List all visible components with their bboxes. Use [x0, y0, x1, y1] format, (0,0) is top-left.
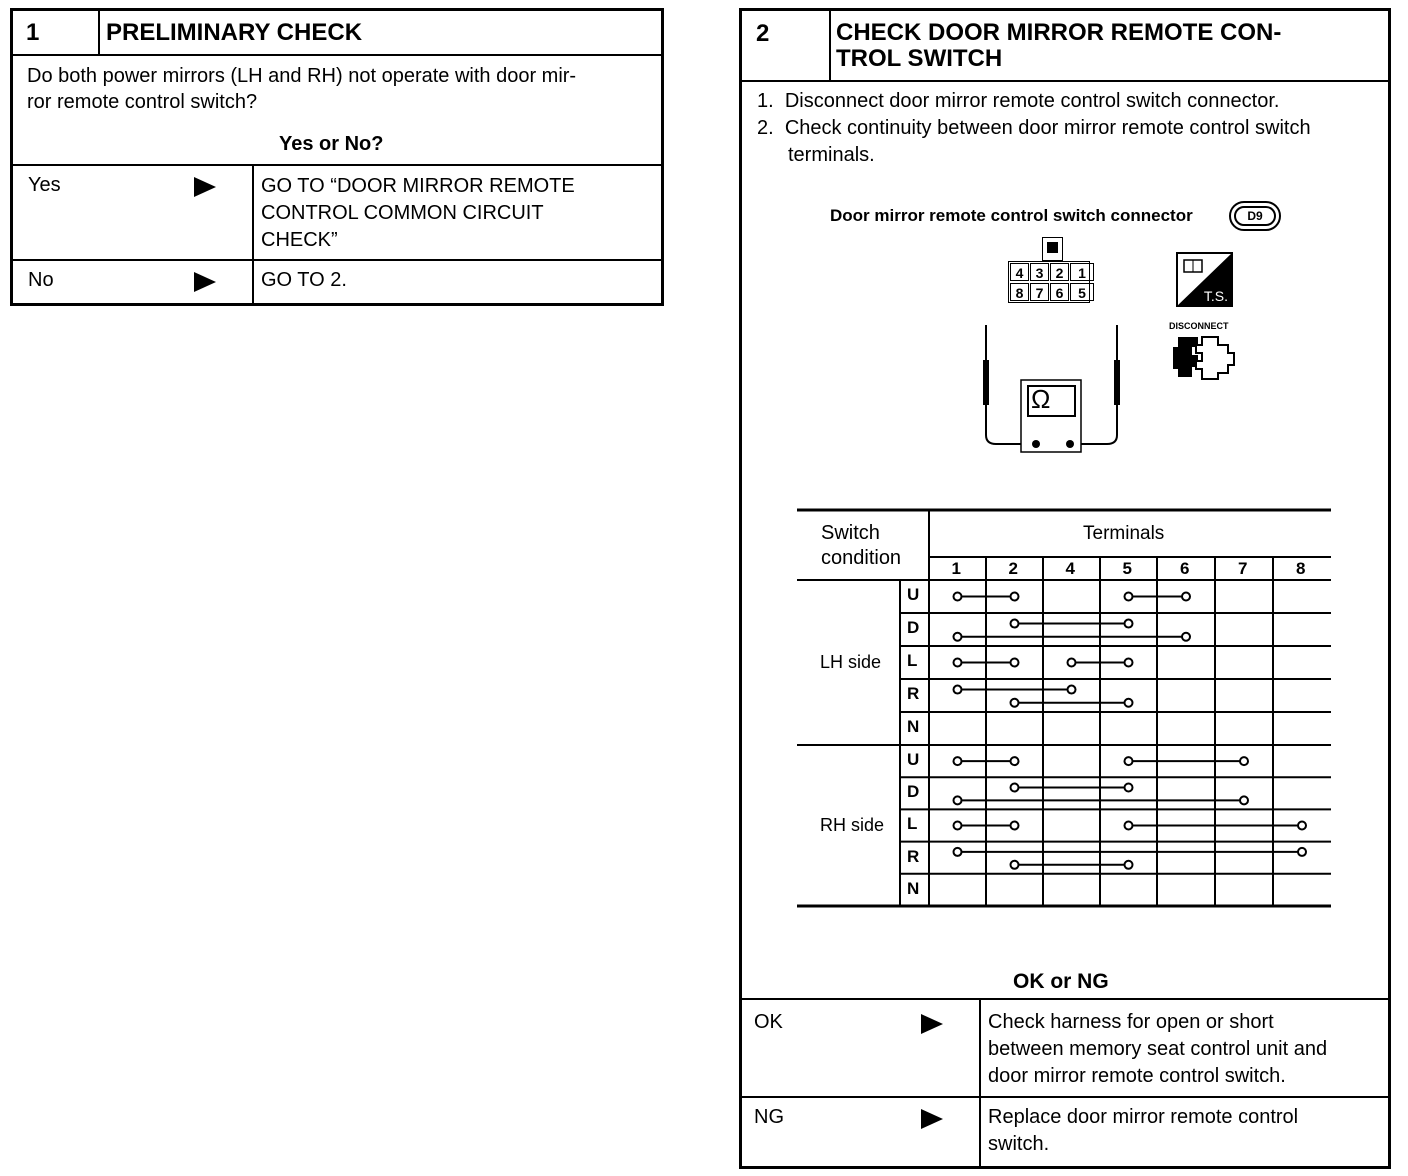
switch-position-label: D [907, 618, 920, 637]
switch-position-label: R [907, 846, 920, 866]
terminal-node [1125, 620, 1133, 628]
yes-no-prompt: Yes or No? [279, 133, 384, 155]
instruction-num: 2. [757, 117, 774, 139]
switch-position-label: L [907, 814, 918, 834]
terminal-node [1068, 686, 1076, 694]
answer-ng-action [988, 1104, 1298, 1158]
action-line: CHECK” [261, 229, 338, 251]
terminal-node [1011, 699, 1019, 707]
terminal-node [1011, 861, 1019, 869]
terminal-node [1011, 822, 1019, 830]
divider [739, 998, 1391, 1000]
terminal-node [1240, 757, 1248, 765]
connector-label: Door mirror remote control switch connector [830, 206, 1193, 225]
group-label: RH side [820, 814, 885, 835]
terminal-node [954, 796, 962, 804]
step-number: 2 [756, 20, 770, 47]
terminal-node [1298, 848, 1306, 856]
action-line: CONTROL COMMON CIRCUIT [261, 202, 544, 224]
answer-ok-label: OK [754, 1011, 783, 1033]
terminal-header: 1 [951, 559, 961, 578]
switch-position-label: N [907, 717, 920, 736]
terminal-node [1011, 593, 1019, 601]
pin-label: 2 [1050, 263, 1069, 281]
pin-label: 1 [1070, 263, 1094, 281]
action-line: Replace door mirror remote control [988, 1106, 1299, 1128]
ok-ng-prompt: OK or NG [1013, 970, 1109, 993]
answer-no-label: No [28, 269, 54, 291]
terminal-node [1125, 659, 1133, 667]
divider [979, 998, 981, 1167]
answer-ng-label: NG [754, 1106, 784, 1128]
pin-label: 8 [1010, 283, 1029, 301]
group-label: LH side [820, 651, 882, 672]
terminal-node [1125, 784, 1133, 792]
terminal-node [1125, 822, 1133, 830]
terminal-node [1298, 822, 1306, 830]
pin-label: 7 [1030, 283, 1049, 301]
arrow-right-icon [921, 1014, 943, 1034]
answer-no-action: GO TO 2. [261, 269, 347, 291]
arrow-right-icon [921, 1109, 943, 1129]
terminal-node [1011, 659, 1019, 667]
ohm-symbol: Ω [1031, 384, 1051, 414]
terminal-node [1125, 699, 1133, 707]
terminal-header: 7 [1238, 559, 1248, 578]
answer-ok-action [988, 1009, 1327, 1090]
header-line: Switch [821, 522, 880, 544]
step-title: PRELIMINARY CHECK [106, 19, 363, 46]
instruction-text: Check continuity between door mirror remote control switch [784, 117, 1311, 139]
title-line: TROL SWITCH [836, 45, 1003, 72]
ts-label: T.S. [1203, 288, 1228, 304]
action-line: door mirror remote control switch. [988, 1065, 1286, 1087]
terminal-header: 5 [1122, 559, 1132, 578]
action-line: GO TO “DOOR MIRROR REMOTE [261, 175, 575, 197]
terminal-header: 8 [1296, 559, 1306, 578]
switch-position-label: L [907, 651, 918, 670]
terminal-node [1011, 620, 1019, 628]
pin-label: 5 [1070, 283, 1094, 301]
terminal-node [1011, 784, 1019, 792]
terminal-header: 4 [1065, 559, 1075, 578]
terminal-node [954, 822, 962, 830]
terminals-header: Terminals [1083, 523, 1165, 544]
action-line: between memory seat control unit and [988, 1038, 1328, 1060]
disconnect-label: DISCONNECT [1169, 321, 1229, 331]
terminal-node [954, 659, 962, 667]
switch-condition-header [821, 521, 901, 571]
terminal-node [1011, 757, 1019, 765]
connector-id: D9 [1234, 206, 1276, 226]
question-text: ror remote control switch? [27, 91, 258, 113]
terminal-node [954, 686, 962, 694]
action-line: switch. [988, 1133, 1050, 1155]
terminal-node [1182, 633, 1190, 641]
terminal-header: 2 [1008, 559, 1018, 578]
switch-position-label: D [907, 782, 920, 802]
terminal-node [1182, 593, 1190, 601]
answer-yes-label: Yes [28, 174, 61, 196]
terminal-node [1125, 593, 1133, 601]
switch-position-label: U [907, 750, 920, 769]
switch-position-label: U [907, 585, 920, 604]
pin-label: 3 [1030, 263, 1049, 281]
terminal-node [1240, 796, 1248, 804]
question-text: Do both power mirrors (LH and RH) not operate with door mir- [27, 65, 577, 87]
terminal-node [954, 633, 962, 641]
pin-label: 4 [1010, 263, 1029, 281]
switch-position-label: R [907, 684, 920, 703]
step-number: 1 [26, 19, 40, 46]
instruction-text: terminals. [788, 144, 875, 166]
divider [739, 1096, 1391, 1098]
terminal-node [1125, 861, 1133, 869]
instruction-text: Disconnect door mirror remote control switch connector. [784, 90, 1280, 112]
action-line: Check harness for open or short [988, 1011, 1274, 1033]
terminal-node [954, 757, 962, 765]
title-line: CHECK DOOR MIRROR REMOTE CON- [836, 19, 1282, 46]
terminal-node [1125, 757, 1133, 765]
instruction-num: 1. [757, 90, 774, 112]
terminal-node [954, 593, 962, 601]
terminal-node [954, 848, 962, 856]
terminal-node [1068, 659, 1076, 667]
terminal-header: 6 [1180, 559, 1190, 578]
pin-label: 6 [1050, 283, 1069, 301]
header-line: condition [821, 547, 902, 569]
switch-position-label: N [907, 878, 920, 898]
